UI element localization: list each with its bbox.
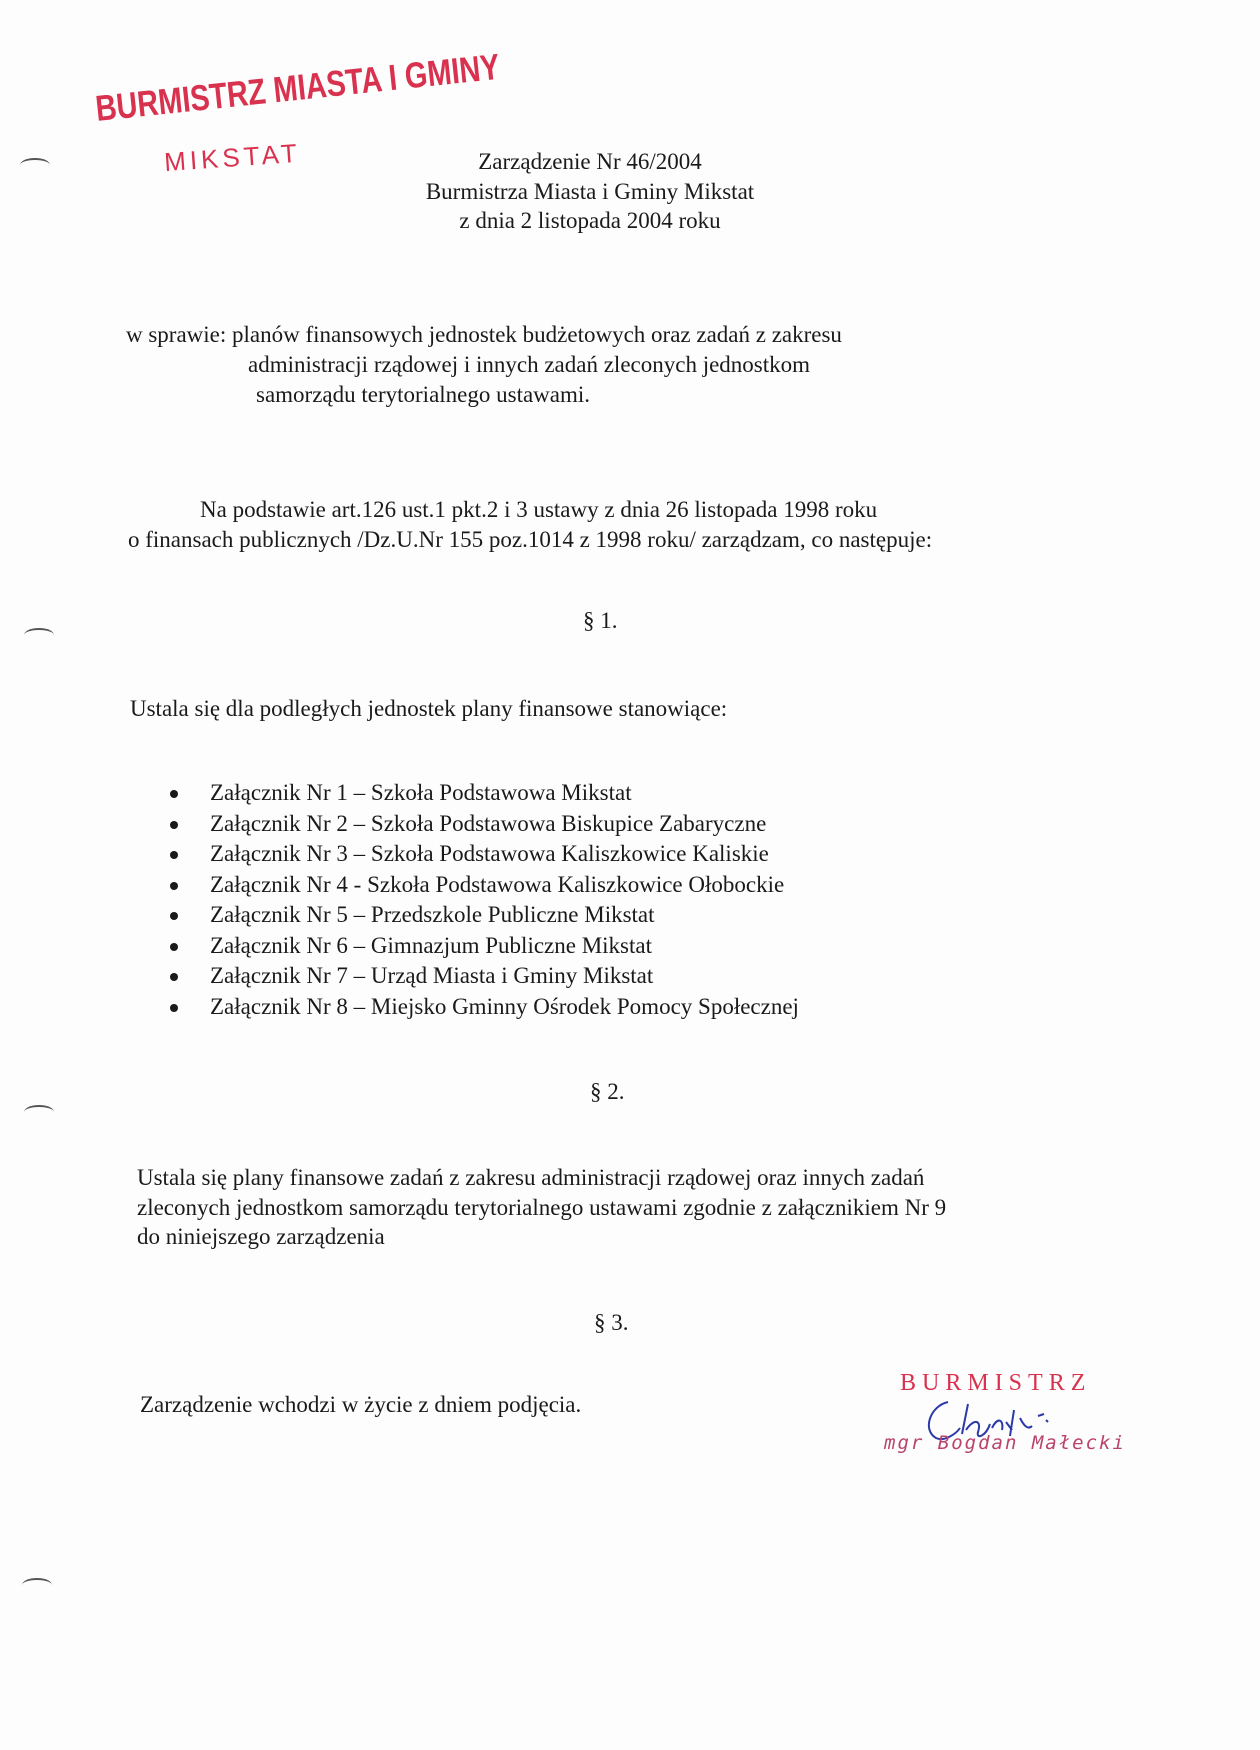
signature-stamp xyxy=(870,1370,1126,1470)
punch-hole-mark xyxy=(22,1578,52,1592)
punch-hole-mark xyxy=(24,1105,54,1119)
bullet-icon xyxy=(170,882,178,890)
bullet-icon xyxy=(170,973,178,981)
basis-line2: o finansach publicznych /Dz.U.Nr 155 poz.1014 z 1998 roku/ zarządzam, co następuje: xyxy=(128,527,933,552)
office-stamp-line2: MIKSTAT xyxy=(163,137,302,178)
basis-line1: Na podstawie art.126 ust.1 pkt.2 i 3 ustawy z dnia 26 listopada 1998 roku xyxy=(200,497,878,522)
section-3-heading: § 3. xyxy=(594,1310,629,1335)
punch-hole-mark xyxy=(20,158,50,172)
attachment-list xyxy=(170,778,799,1022)
list-item: Załącznik Nr 1 – Szkoła Podstawowa Mikstat xyxy=(170,778,799,809)
list-item: Załącznik Nr 5 – Przedszkole Publiczne Mikstat xyxy=(170,900,799,931)
bullet-icon xyxy=(170,851,178,859)
header-date: z dnia 2 listopada 2004 roku xyxy=(459,208,721,233)
list-item: Załącznik Nr 3 – Szkoła Podstawowa Kaliszkowice Kaliskie xyxy=(170,839,799,870)
header-title: Zarządzenie Nr 46/2004 xyxy=(478,149,702,174)
section-1-text: Ustala się dla podległych jednostek plany finansowe stanowiące: xyxy=(130,696,728,721)
bullet-icon xyxy=(170,821,178,829)
list-item: Załącznik Nr 2 – Szkoła Podstawowa Biskupice Zabaryczne xyxy=(170,809,799,840)
office-stamp xyxy=(93,47,502,178)
bullet-icon xyxy=(170,1004,178,1012)
punch-hole-mark xyxy=(24,628,54,642)
signature-stamp-title: BURMISTRZ xyxy=(900,1370,1092,1396)
list-item: Załącznik Nr 7 – Urząd Miasta i Gminy Mikstat xyxy=(170,961,799,992)
subject-line1: w sprawie: planów finansowych jednostek budżetowych oraz zadań z zakresu xyxy=(126,322,842,347)
subject-line3: samorządu terytorialnego ustawami. xyxy=(256,382,591,407)
section-2-line1: Ustala się plany finansowe zadań z zakresu administracji rządowej oraz innych zadań xyxy=(137,1165,925,1190)
section-2-heading: § 2. xyxy=(590,1079,625,1104)
section-1-heading: § 1. xyxy=(583,608,618,633)
bullet-icon xyxy=(170,912,178,920)
list-item: Załącznik Nr 6 – Gimnazjum Publiczne Mikstat xyxy=(170,931,799,962)
bullet-icon xyxy=(170,790,178,798)
list-item: Załącznik Nr 8 – Miejsko Gminny Ośrodek Pomocy Społecznej xyxy=(170,992,799,1023)
header-issuer: Burmistrza Miasta i Gminy Mikstat xyxy=(425,179,755,204)
office-stamp-line1: BURMISTRZ MIASTA I GMINY xyxy=(93,47,502,130)
subject-line2: administracji rządowej i innych zadań zleconych jednostkom xyxy=(248,352,811,377)
signature-stamp-name: mgr Bogdan Małecki xyxy=(884,1432,1126,1454)
list-item: Załącznik Nr 4 - Szkoła Podstawowa Kaliszkowice Ołobockie xyxy=(170,870,799,901)
section-2-line2: zleconych jednostkom samorządu terytorialnego ustawami zgodnie z załącznikiem Nr 9 xyxy=(137,1195,947,1220)
bullet-icon xyxy=(170,943,178,951)
section-3-text: Zarządzenie wchodzi w życie z dniem podjęcia. xyxy=(140,1392,582,1417)
section-2-line3: do niniejszego zarządzenia xyxy=(137,1224,385,1249)
